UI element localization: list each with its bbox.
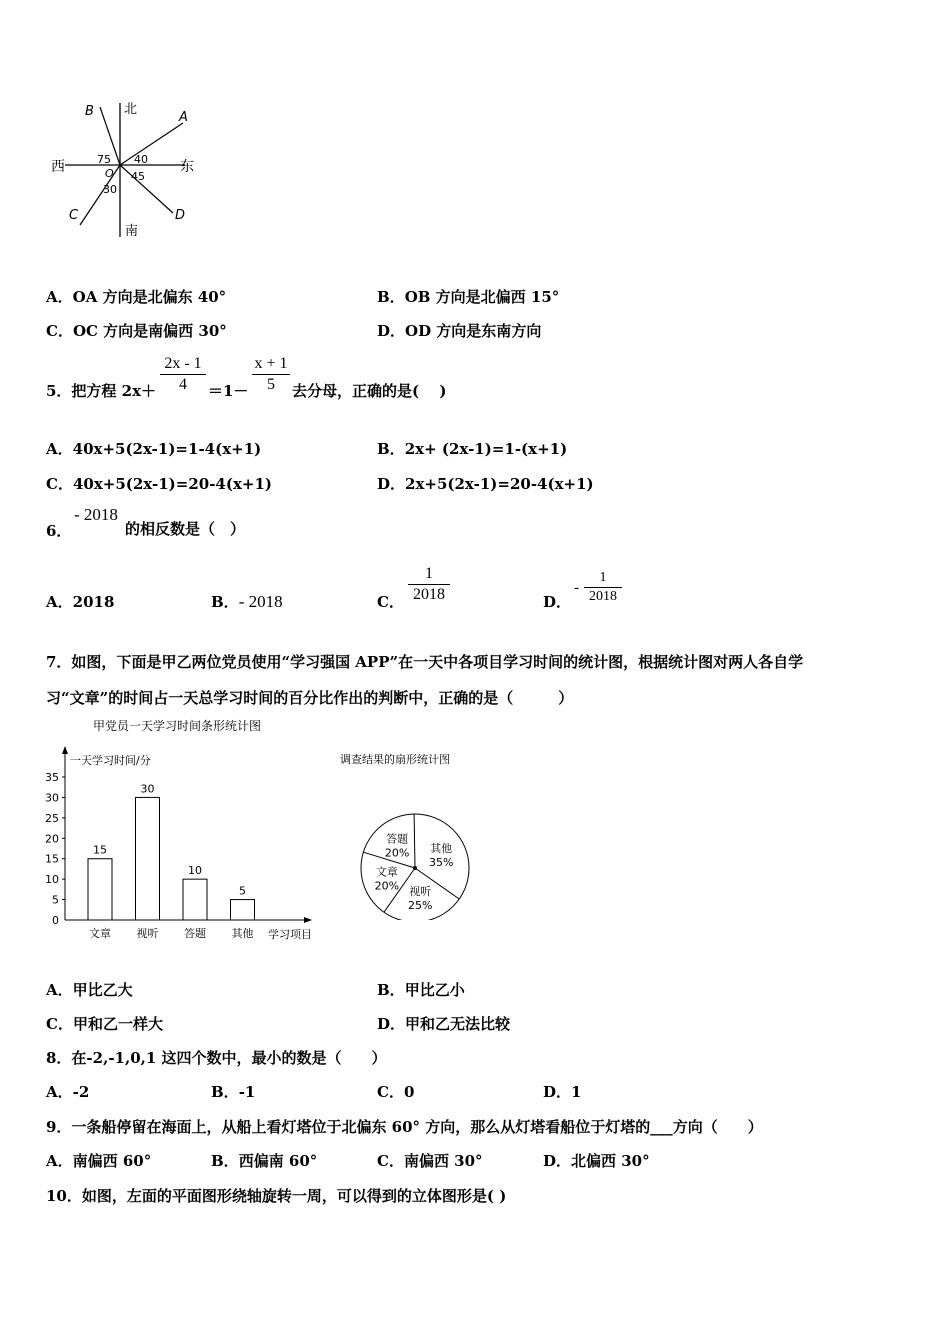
q7-option-c[interactable]: C．甲和乙一样大	[46, 1015, 163, 1033]
q5-option-c[interactable]: C．40x+5(2x-1)=20-4(x+1)	[46, 475, 272, 493]
q9-option-d[interactable]: D．北偏西 30°	[543, 1152, 650, 1170]
q9-option-a[interactable]: A．南偏西 60°	[46, 1152, 152, 1170]
point-d-label: D	[175, 208, 186, 223]
q5-suffix: 去分母，正确的是( )	[292, 382, 447, 400]
pie-chart-title: 调查结果的扇形统计图	[340, 753, 450, 766]
bar-value-label: 5	[239, 884, 246, 898]
x-tick-label: 视听	[136, 927, 159, 940]
bar-chart-xlabel: 学习项目	[268, 928, 312, 941]
q6-suffix: 的相反数是（ ）	[125, 520, 246, 538]
bar-chart	[40, 712, 330, 947]
q6-option-d-fraction[interactable]: 1 2018	[584, 570, 622, 605]
pie-slice-percent: 35%	[428, 856, 454, 870]
q5-mid: ＝1－	[208, 382, 249, 400]
q7-option-a[interactable]: A．甲比乙大	[46, 981, 133, 999]
q9-option-c[interactable]: C．南偏西 30°	[377, 1152, 483, 1170]
q5-option-a[interactable]: A．40x+5(2x-1)=1-4(x+1)	[46, 440, 262, 458]
q6-option-c-fraction[interactable]: 1 2018	[408, 565, 450, 604]
q5-option-d[interactable]: D．2x+5(2x-1)=20-4(x+1)	[377, 475, 594, 493]
q4-option-d[interactable]: D．OD 方向是东南方向	[377, 322, 542, 340]
pie-slice-percent: 20%	[384, 846, 410, 860]
x-tick-label: 文章	[89, 927, 111, 940]
point-b-label: B	[85, 104, 94, 119]
y-tick-label: 15	[45, 852, 59, 866]
y-tick-label: 25	[45, 811, 59, 825]
angle-30-label: 30	[103, 183, 117, 196]
bar-value-label: 15	[93, 843, 107, 857]
east-label: 东	[180, 159, 194, 175]
bar	[88, 859, 112, 920]
q7-option-d[interactable]: D．甲和乙无法比较	[377, 1015, 511, 1033]
y-tick-label: 5	[52, 893, 59, 907]
point-o-label: O	[105, 167, 114, 180]
q6-option-c-letter[interactable]: C．	[377, 593, 404, 611]
q8-stem: 8．在-2,-1,0,1 这四个数中，最小的数是（ ）	[46, 1049, 387, 1067]
angle-40-label: 40	[134, 153, 148, 166]
q6-number: 6．	[46, 522, 72, 540]
q10-stem: 10．如图，左面的平面图形绕轴旋转一周，可以得到的立体图形是( )	[46, 1187, 507, 1205]
west-label: 西	[51, 159, 65, 175]
q4-option-b[interactable]: B．OB 方向是北偏西 15°	[377, 288, 560, 306]
q6-option-a[interactable]: A．2018	[46, 593, 115, 611]
pie-slice-label: 其他	[430, 842, 453, 856]
south-label: 南	[125, 224, 139, 239]
bar-chart-title: 甲党员一天学习时间条形统计图	[93, 719, 262, 733]
q6-value: - 2018	[74, 505, 118, 524]
point-c-label: C	[69, 208, 79, 223]
q4-option-c[interactable]: C．OC 方向是南偏西 30°	[46, 322, 227, 340]
point-a-label: A	[179, 110, 188, 125]
pie-slice-percent: 25%	[407, 899, 433, 913]
pie-center-dot	[413, 866, 417, 870]
q5-fraction-2: x + 1 5	[252, 355, 290, 394]
pie-slice-label: 视听	[409, 885, 432, 899]
pie-slice-percent: 20%	[374, 879, 400, 893]
q8-option-d[interactable]: D．1	[543, 1083, 582, 1101]
bar-value-label: 10	[188, 864, 202, 878]
y-tick-label: 0	[52, 914, 59, 927]
q6-option-d-letter[interactable]: D．	[543, 593, 572, 611]
angle-75-label: 75	[97, 153, 111, 166]
q9-stem: 9．一条船停留在海面上，从船上看灯塔位于北偏东 60° 方向，那么从灯塔看船位于灯塔的___方向（ ）	[46, 1118, 763, 1136]
compass-figure	[45, 95, 215, 245]
pie-slice-label: 答题	[386, 832, 409, 846]
y-tick-label: 35	[45, 771, 59, 784]
y-tick-label: 30	[45, 791, 59, 805]
pie-chart	[340, 745, 490, 920]
angle-45-label: 45	[131, 170, 145, 183]
y-tick-label: 10	[45, 873, 59, 887]
bar-value-label: 30	[140, 782, 155, 796]
q6-option-b[interactable]: B．- 2018	[211, 592, 283, 611]
bar	[231, 900, 255, 920]
q5-fraction-1: 2x - 1 4	[160, 355, 206, 394]
bar	[136, 797, 160, 920]
x-axis-arrow	[304, 917, 312, 923]
y-axis-arrow	[62, 746, 68, 754]
bar-chart-ylabel: 一天学习时间/分	[70, 754, 151, 767]
q8-option-a[interactable]: A．-2	[46, 1083, 90, 1101]
bar	[183, 879, 207, 920]
q5-prefix: 5．把方程 2x＋	[46, 382, 157, 400]
x-tick-label: 答题	[184, 927, 206, 940]
north-label: 北	[124, 102, 138, 117]
y-tick-label: 20	[45, 832, 59, 846]
q6-option-d-sign: -	[574, 580, 579, 596]
q8-option-c[interactable]: C．0	[377, 1083, 415, 1101]
q9-option-b[interactable]: B．西偏南 60°	[211, 1152, 318, 1170]
q5-option-b[interactable]: B．2x+ (2x-1)=1-(x+1)	[377, 440, 568, 458]
q8-option-b[interactable]: B．-1	[211, 1083, 256, 1101]
x-tick-label: 其他	[231, 927, 254, 940]
q7-line-1: 7．如图，下面是甲乙两位党员使用“学习强国 APP”在一天中各项目学习时间的统计图，根据统计图对两人各自学	[46, 653, 804, 671]
pie-slice-label: 文章	[375, 865, 398, 879]
q7-option-b[interactable]: B．甲比乙小	[377, 981, 465, 999]
q7-line-2: 习“文章”的时间占一天总学习时间的百分比作出的判断中，正确的是（ ）	[46, 689, 574, 707]
q4-option-a[interactable]: A．OA 方向是北偏东 40°	[46, 288, 227, 306]
